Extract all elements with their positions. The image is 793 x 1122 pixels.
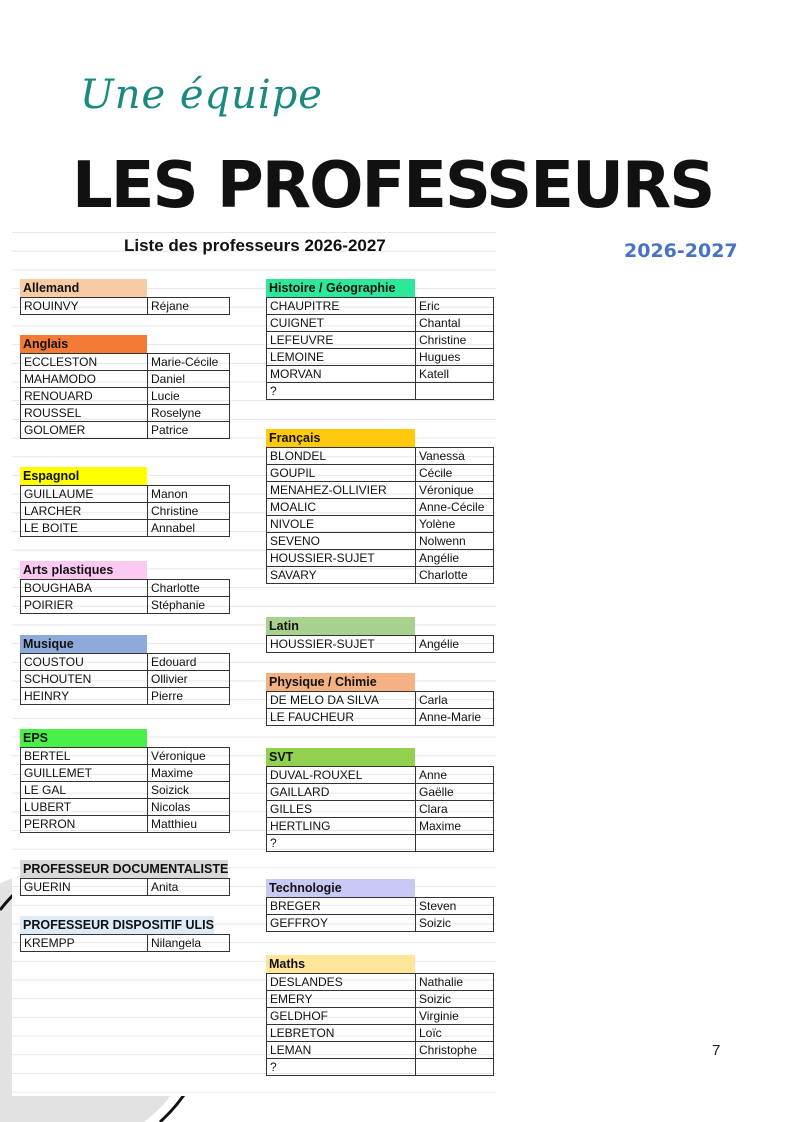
section-header — [266, 617, 494, 635]
teacher-firstname: Virginie — [416, 1008, 494, 1025]
teacher-table — [20, 579, 230, 614]
teacher-firstname: Matthieu — [148, 816, 230, 833]
teacher-surname: MENAHEZ-OLLIVIER — [267, 482, 416, 499]
teacher-firstname: Nolwenn — [416, 533, 494, 550]
table-row — [267, 636, 494, 653]
teacher-firstname: Daniel — [148, 371, 230, 388]
teacher-surname: KREMPP — [21, 935, 148, 952]
teacher-surname: GELDHOF — [267, 1008, 416, 1025]
teacher-surname: BERTEL — [21, 748, 148, 765]
table-row — [267, 533, 494, 550]
teacher-surname: LARCHER — [21, 503, 148, 520]
table-row — [267, 801, 494, 818]
teacher-table — [266, 635, 494, 653]
table-row — [267, 818, 494, 835]
teacher-surname: LE FAUCHEUR — [267, 709, 416, 726]
teacher-firstname: Maxime — [416, 818, 494, 835]
teacher-firstname: Réjane — [148, 298, 230, 315]
sheet-title: Liste des professeurs 2026-2027 — [124, 236, 386, 255]
teacher-table — [20, 353, 230, 439]
teacher-surname: BREGER — [267, 898, 416, 915]
teacher-firstname: Soizic — [416, 915, 494, 932]
table-row — [21, 748, 230, 765]
teacher-surname: HOUSSIER-SUJET — [267, 636, 416, 653]
teacher-surname: MOALIC — [267, 499, 416, 516]
teacher-surname: GOLOMER — [21, 422, 148, 439]
table-row — [21, 654, 230, 671]
teacher-surname: CUIGNET — [267, 315, 416, 332]
table-row — [21, 879, 230, 896]
table-row — [267, 349, 494, 366]
teacher-firstname: Pierre — [148, 688, 230, 705]
section-title: PROFESSEUR DISPOSITIF ULIS — [20, 916, 214, 934]
teacher-surname: GUERIN — [21, 879, 148, 896]
section-header — [266, 279, 494, 297]
table-row — [21, 580, 230, 597]
teacher-firstname: Yolène — [416, 516, 494, 533]
table-row — [21, 298, 230, 315]
teacher-firstname: Cécile — [416, 465, 494, 482]
table-row — [267, 332, 494, 349]
teacher-surname: PERRON — [21, 816, 148, 833]
table-row — [21, 354, 230, 371]
teacher-table — [266, 447, 494, 584]
teacher-firstname — [416, 835, 494, 852]
teacher-surname: BOUGHABA — [21, 580, 148, 597]
teacher-surname: LUBERT — [21, 799, 148, 816]
section-title: Français — [266, 429, 415, 447]
teacher-firstname: Manon — [148, 486, 230, 503]
section-title: Latin — [266, 617, 415, 635]
table-row — [21, 503, 230, 520]
table-row — [21, 688, 230, 705]
table-row — [267, 567, 494, 584]
table-row — [267, 692, 494, 709]
table-row — [267, 915, 494, 932]
section-allemand — [20, 279, 230, 315]
section-header — [20, 916, 230, 934]
teacher-firstname: Christine — [148, 503, 230, 520]
teacher-surname: SEVENO — [267, 533, 416, 550]
section-title: SVT — [266, 748, 415, 766]
section-physique-chimie — [266, 673, 494, 726]
teacher-surname: MAHAMODO — [21, 371, 148, 388]
teacher-surname: COUSTOU — [21, 654, 148, 671]
table-row — [267, 465, 494, 482]
teacher-firstname: Nathalie — [416, 974, 494, 991]
teacher-surname: HOUSSIER-SUJET — [267, 550, 416, 567]
teacher-surname: SAVARY — [267, 567, 416, 584]
teacher-firstname: Lucie — [148, 388, 230, 405]
teacher-table — [20, 297, 230, 315]
teacher-firstname: Christophe — [416, 1042, 494, 1059]
table-row — [267, 482, 494, 499]
teacher-firstname: Roselyne — [148, 405, 230, 422]
teacher-surname: ROUSSEL — [21, 405, 148, 422]
teacher-table — [20, 747, 230, 833]
section-header — [20, 467, 230, 485]
teacher-firstname: Nicolas — [148, 799, 230, 816]
section-title: Anglais — [20, 335, 147, 353]
teacher-table — [266, 691, 494, 726]
table-row — [21, 388, 230, 405]
teacher-firstname: Ollivier — [148, 671, 230, 688]
teacher-surname: DESLANDES — [267, 974, 416, 991]
script-title: Une équipe — [80, 72, 323, 118]
teacher-firstname: Patrice — [148, 422, 230, 439]
section-title: PROFESSEUR DOCUMENTALISTE — [20, 860, 228, 878]
table-row — [267, 974, 494, 991]
teacher-firstname: Anne — [416, 767, 494, 784]
table-row — [267, 1059, 494, 1076]
table-row — [21, 520, 230, 537]
teacher-surname: DUVAL-ROUXEL — [267, 767, 416, 784]
teacher-surname: MORVAN — [267, 366, 416, 383]
teacher-firstname: Chantal — [416, 315, 494, 332]
section-header — [266, 673, 494, 691]
teacher-firstname: Katell — [416, 366, 494, 383]
teacher-surname: BLONDEL — [267, 448, 416, 465]
teacher-firstname — [416, 1059, 494, 1076]
teacher-firstname: Anita — [148, 879, 230, 896]
section-header — [266, 955, 494, 973]
section-header — [266, 748, 494, 766]
teacher-surname: HEINRY — [21, 688, 148, 705]
section-header — [20, 279, 230, 297]
teacher-surname: LEFEUVRE — [267, 332, 416, 349]
table-row — [267, 991, 494, 1008]
table-row — [21, 597, 230, 614]
table-row — [267, 516, 494, 533]
school-year: 2026-2027 — [624, 240, 738, 262]
teacher-firstname: Hugues — [416, 349, 494, 366]
section-title: Technologie — [266, 879, 415, 897]
table-row — [267, 1008, 494, 1025]
teacher-surname: GAILLARD — [267, 784, 416, 801]
table-row — [267, 835, 494, 852]
table-row — [21, 405, 230, 422]
section-latin — [266, 617, 494, 653]
teacher-firstname: Angélie — [416, 550, 494, 567]
section-header — [20, 860, 230, 878]
teacher-surname: DE MELO DA SILVA — [267, 692, 416, 709]
teacher-firstname: Charlotte — [416, 567, 494, 584]
teacher-surname: ? — [267, 1059, 416, 1076]
section-maths — [266, 955, 494, 1076]
teacher-firstname: Edouard — [148, 654, 230, 671]
teacher-surname: GUILLEMET — [21, 765, 148, 782]
teacher-surname: POIRIER — [21, 597, 148, 614]
teacher-firstname: Anne-Marie — [416, 709, 494, 726]
section-header — [20, 335, 230, 353]
teacher-firstname: Steven — [416, 898, 494, 915]
section-header — [20, 635, 230, 653]
teacher-table — [266, 766, 494, 852]
table-row — [21, 782, 230, 799]
section-histoire-geographie — [266, 279, 494, 400]
teacher-firstname: Marie-Cécile — [148, 354, 230, 371]
teacher-firstname: Angélie — [416, 636, 494, 653]
teacher-firstname: Eric — [416, 298, 494, 315]
section-technologie — [266, 879, 494, 932]
section-title: Physique / Chimie — [266, 673, 415, 691]
section-professeur-dispositif-ulis — [20, 916, 230, 952]
teacher-surname: LE BOITE — [21, 520, 148, 537]
teacher-surname: SCHOUTEN — [21, 671, 148, 688]
teacher-firstname: Clara — [416, 801, 494, 818]
table-row — [267, 898, 494, 915]
table-row — [21, 765, 230, 782]
teacher-table — [266, 973, 494, 1076]
table-row — [267, 1025, 494, 1042]
teacher-firstname: Gaëlle — [416, 784, 494, 801]
teacher-firstname: Soizic — [416, 991, 494, 1008]
section-svt — [266, 748, 494, 852]
table-row — [21, 799, 230, 816]
teacher-firstname: Maxime — [148, 765, 230, 782]
section-arts-plastiques — [20, 561, 230, 614]
teacher-table — [20, 934, 230, 952]
teacher-surname: RENOUARD — [21, 388, 148, 405]
teacher-surname: HERTLING — [267, 818, 416, 835]
section-title: Espagnol — [20, 467, 147, 485]
teacher-surname: GILLES — [267, 801, 416, 818]
teacher-surname: LEBRETON — [267, 1025, 416, 1042]
teacher-surname: EMERY — [267, 991, 416, 1008]
page-number: 7 — [712, 1042, 721, 1059]
teacher-table — [20, 878, 230, 896]
teacher-surname: GOUPIL — [267, 465, 416, 482]
teacher-table — [20, 485, 230, 537]
teacher-table — [266, 297, 494, 400]
teacher-surname: GEFFROY — [267, 915, 416, 932]
section-title: Arts plastiques — [20, 561, 147, 579]
table-row — [21, 935, 230, 952]
table-row — [267, 298, 494, 315]
table-row — [21, 816, 230, 833]
teacher-firstname: Soizick — [148, 782, 230, 799]
teacher-surname: NIVOLE — [267, 516, 416, 533]
teacher-firstname: Anne-Cécile — [416, 499, 494, 516]
table-row — [267, 366, 494, 383]
teacher-firstname: Carla — [416, 692, 494, 709]
teacher-table — [20, 653, 230, 705]
table-row — [267, 1042, 494, 1059]
teacher-firstname: Véronique — [148, 748, 230, 765]
section-professeur-documentaliste — [20, 860, 230, 896]
teacher-surname: ECCLESTON — [21, 354, 148, 371]
section-title: EPS — [20, 729, 147, 747]
teacher-firstname: Charlotte — [148, 580, 230, 597]
teacher-surname: LEMOINE — [267, 349, 416, 366]
section-header — [20, 561, 230, 579]
table-row — [267, 767, 494, 784]
section-eps — [20, 729, 230, 833]
table-row — [21, 486, 230, 503]
table-row — [21, 671, 230, 688]
teacher-firstname: Vanessa — [416, 448, 494, 465]
section-header — [266, 429, 494, 447]
section-musique — [20, 635, 230, 705]
section-title: Allemand — [20, 279, 147, 297]
section-title: Musique — [20, 635, 147, 653]
teacher-surname: LEMAN — [267, 1042, 416, 1059]
teacher-firstname: Stéphanie — [148, 597, 230, 614]
table-row — [21, 371, 230, 388]
table-row — [21, 422, 230, 439]
teacher-surname: LE GAL — [21, 782, 148, 799]
page-title: LES PROFESSEURS — [72, 149, 714, 223]
section-title: Histoire / Géographie — [266, 279, 415, 297]
section-header — [266, 879, 494, 897]
teacher-table — [266, 897, 494, 932]
teacher-surname: CHAUPITRE — [267, 298, 416, 315]
teacher-surname: ? — [267, 383, 416, 400]
teacher-surname: ? — [267, 835, 416, 852]
table-row — [267, 550, 494, 567]
teacher-surname: ROUINVY — [21, 298, 148, 315]
section-espagnol — [20, 467, 230, 537]
teacher-firstname: Loïc — [416, 1025, 494, 1042]
teacher-firstname — [416, 383, 494, 400]
table-row — [267, 709, 494, 726]
section-francais — [266, 429, 494, 584]
section-header — [20, 729, 230, 747]
table-row — [267, 784, 494, 801]
teacher-firstname: Christine — [416, 332, 494, 349]
table-row — [267, 499, 494, 516]
table-row — [267, 448, 494, 465]
section-title: Maths — [266, 955, 415, 973]
teacher-surname: GUILLAUME — [21, 486, 148, 503]
teacher-firstname: Nilangela — [148, 935, 230, 952]
section-anglais — [20, 335, 230, 439]
teacher-firstname: Annabel — [148, 520, 230, 537]
teacher-firstname: Véronique — [416, 482, 494, 499]
table-row — [267, 315, 494, 332]
table-row — [267, 383, 494, 400]
